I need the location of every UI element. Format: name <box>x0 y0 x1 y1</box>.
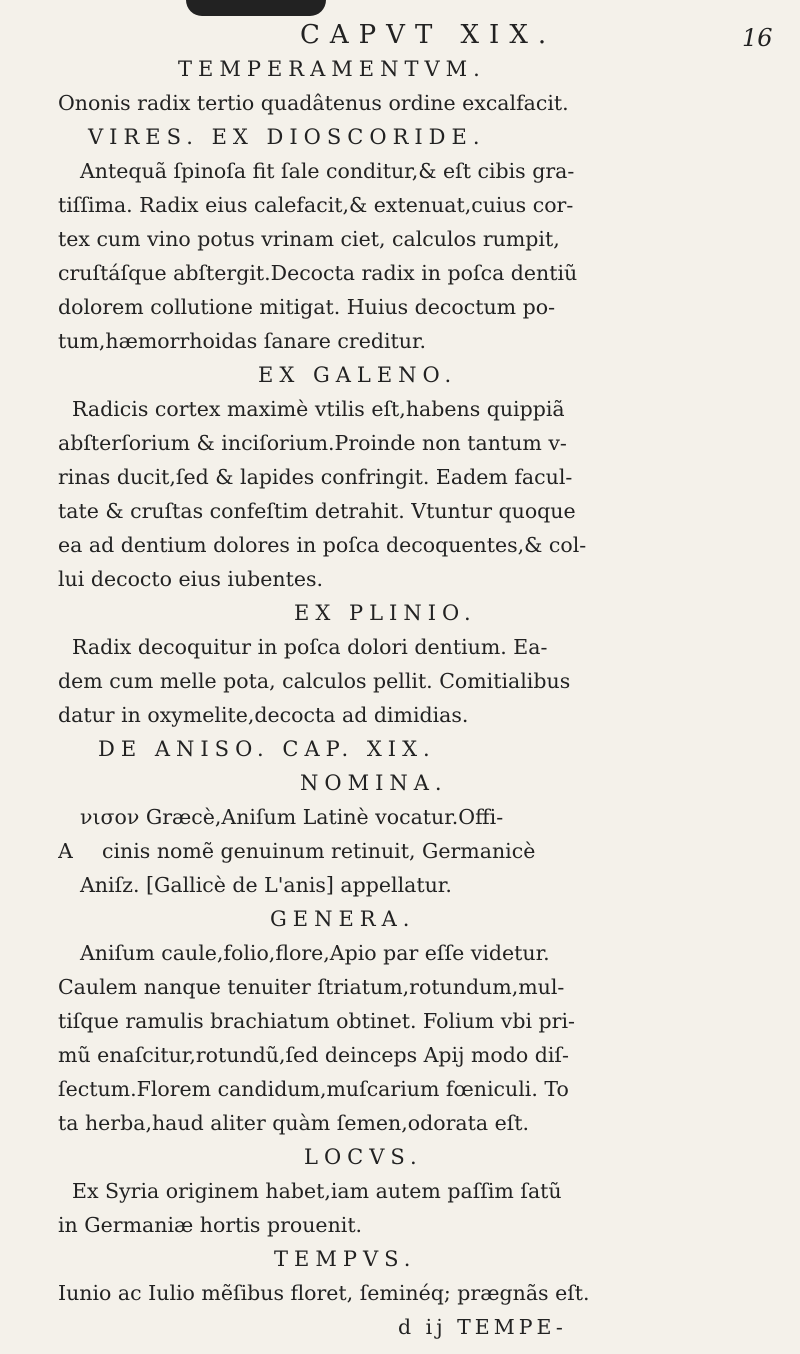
heading-ex-plinio: EX PLINIO. <box>294 601 477 625</box>
heading-locus: LOCVS. <box>304 1145 423 1169</box>
heading-ex-galeno: EX GALENO. <box>258 363 458 387</box>
text-line: dem cum melle pota, calculos pellit. Comitialibus <box>58 669 571 693</box>
text-line: tate & cruſtas confeſtim detrahit. Vtuntur quoque <box>58 499 576 523</box>
text-line: Aniſz. [Gallicè de L'anis] appellatur. <box>80 873 452 897</box>
text-line: ta herba,haud aliter quàm ſemen,odorata eſt. <box>58 1111 530 1135</box>
signature-catchword: d ij TEMPE- <box>398 1315 567 1339</box>
chapter-title: CAPVT XIX. <box>300 20 557 50</box>
running-head <box>0 14 800 54</box>
text-line: abſterſorium & inciſorium.Proinde non tantum v- <box>58 431 567 455</box>
text-line: in Germaniæ hortis prouenit. <box>58 1213 363 1237</box>
text-line: Radix decoquitur in poſca dolori dentium. Ea- <box>72 635 548 659</box>
text-line: tex cum vino potus vrinam ciet, calculos rumpit, <box>58 227 560 251</box>
text-line: Radicis cortex maximè vtilis eſt,habens quippiã <box>72 397 565 421</box>
text-line: Caulem nanque tenuiter ſtriatum,rotundum,mul- <box>58 975 565 999</box>
text-line: Ex Syria originem habet,iam autem paſſim ſatũ <box>72 1179 562 1203</box>
heading-de-aniso: DE ANISO. CAP. XIX. <box>98 737 436 761</box>
heading-tempus: TEMPVS. <box>274 1247 417 1271</box>
text-line: lui decocto eius iubentes. <box>58 567 324 591</box>
page-number: 16 <box>742 24 773 52</box>
text-line: Aniſum caule,folio,flore,Apio par eſſe videtur. <box>80 941 550 965</box>
text-line: rinas ducit,ſed & lapides confringit. Eadem facul- <box>58 465 573 489</box>
text-line: Ononis radix tertio quadâtenus ordine excalfacit. <box>58 91 569 115</box>
text-line: tiſſima. Radix eius calefacit,& extenuat,cuius cor- <box>58 193 574 217</box>
text-line: cinis nomẽ genuinum retinuit, Germanicè <box>102 839 536 863</box>
heading-vires-dioscoride: VIRES. EX DIOSCORIDE. <box>88 125 486 149</box>
text-line: ſectum.Florem candidum,muſcarium fœniculi. To <box>58 1077 569 1101</box>
heading-temperamentum: TEMPERAMENTVM. <box>178 57 486 81</box>
text-line: datur in oxymelite,decocta ad dimidias. <box>58 703 469 727</box>
margin-letter: A <box>58 839 73 863</box>
text-line: νισον Græcè,Aniſum Latinè vocatur.Offi- <box>80 805 504 829</box>
text-line: dolorem collutione mitigat. Huius decoctum po- <box>58 295 556 319</box>
text-line: Antequã ſpinoſa fit ſale conditur,& eſt cibis gra- <box>80 159 575 183</box>
text-block <box>58 52 758 1344</box>
text-line: tum,hæmorrhoidas ſanare creditur. <box>58 329 427 353</box>
text-line: Iunio ac Iulio mẽſibus floret, ſeminéq; prægnãs eſt. <box>58 1281 590 1305</box>
heading-nomina: NOMINA. <box>300 771 448 795</box>
text-line: tiſque ramulis brachiatum obtinet. Folium vbi pri- <box>58 1009 575 1033</box>
text-line: ea ad dentium dolores in poſca decoquentes,& col- <box>58 533 587 557</box>
heading-genera: GENERA. <box>270 907 416 931</box>
text-line: mũ enaſcitur,rotundũ,ſed deinceps Apij modo diſ- <box>58 1043 569 1067</box>
text-line: cruſtáſque abſtergit.Decocta radix in poſca dentiũ <box>58 261 578 285</box>
